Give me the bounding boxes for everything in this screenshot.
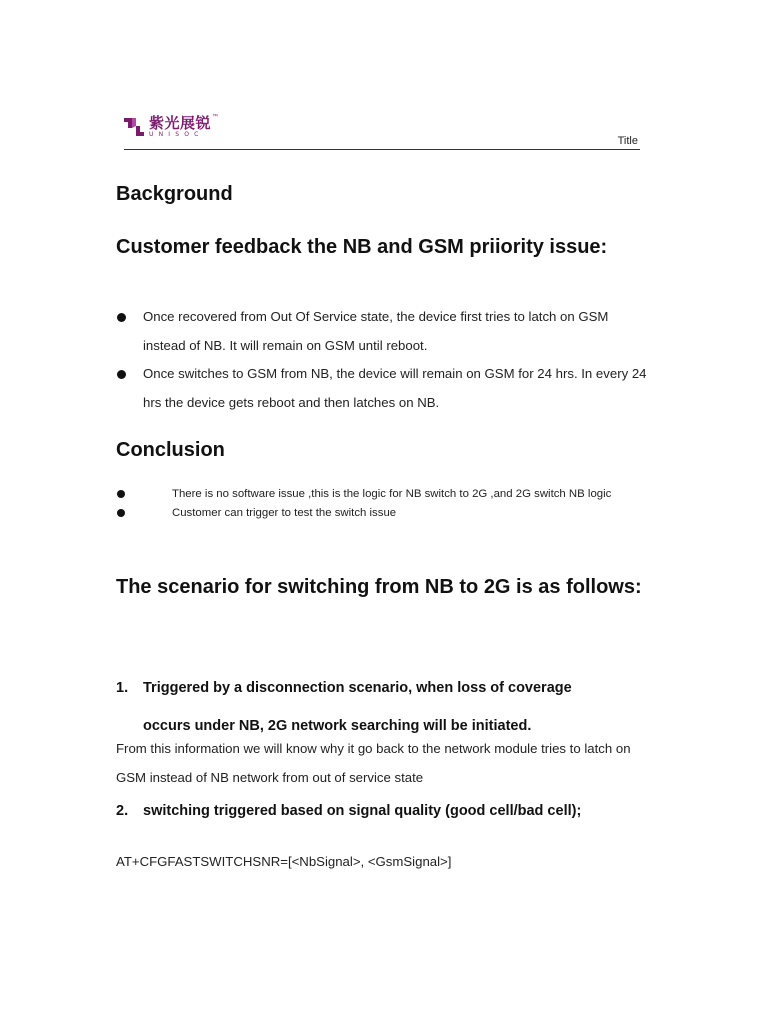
list-item: Customer can trigger to test the switch issue [116,504,656,523]
list-item: Once recovered from Out Of Service state, the device first tries to latch on GSM instead of NB. It will remain on GSM until reboot. [116,303,652,360]
header-title: Title [617,135,638,147]
numbered-item-2 [116,801,656,821]
background-heading: Background [116,183,233,205]
item-number: 1. [116,680,129,696]
item-text: Triggered by a disconnection scenario, when loss of coverage occurs under NB, 2G network searching will be initiated. [143,680,572,734]
unisoc-logo [122,115,218,141]
unisoc-logo-icon [122,115,146,139]
item-text: switching triggered based on signal quality (good cell/bad cell); [143,803,582,819]
conclusion-bullet-list [116,485,656,523]
list-item: There is no software issue ,this is the logic for NB switch to 2G ,and 2G switch NB logic [116,485,656,504]
bullet-dot-icon [117,509,125,517]
customer-feedback-heading: Customer feedback the NB and GSM priiority issue: [116,236,608,258]
item-number: 2. [116,803,129,819]
scenario-heading: The scenario for switching from NB to 2G is as follows: [116,576,642,598]
bullet-dot-icon [117,370,126,379]
logo-chinese-text: 紫光展锐 [149,114,212,132]
conclusion-heading: Conclusion [116,439,225,461]
logo-english-text: UNISOC [149,131,204,138]
numbered-item-1 [116,669,656,745]
list-item: Once switches to GSM from NB, the device will remain on GSM for 24 hrs. In every 24 hrs the device gets reboot and then latches on NB. [116,360,652,417]
bullet-dot-icon [117,490,125,498]
explanation-paragraph: From this information we will know why it go back to the network module tries to latch on GSM instead of NB network from out of service state [116,741,631,785]
bullet-dot-icon [117,313,126,322]
header-divider [124,149,640,150]
feedback-bullet-list [116,303,652,417]
at-command-text: AT+CFGFASTSWITCHSNR=[<NbSignal>, <GsmSignal>] [116,854,452,869]
trademark-symbol: ™ [212,114,219,120]
